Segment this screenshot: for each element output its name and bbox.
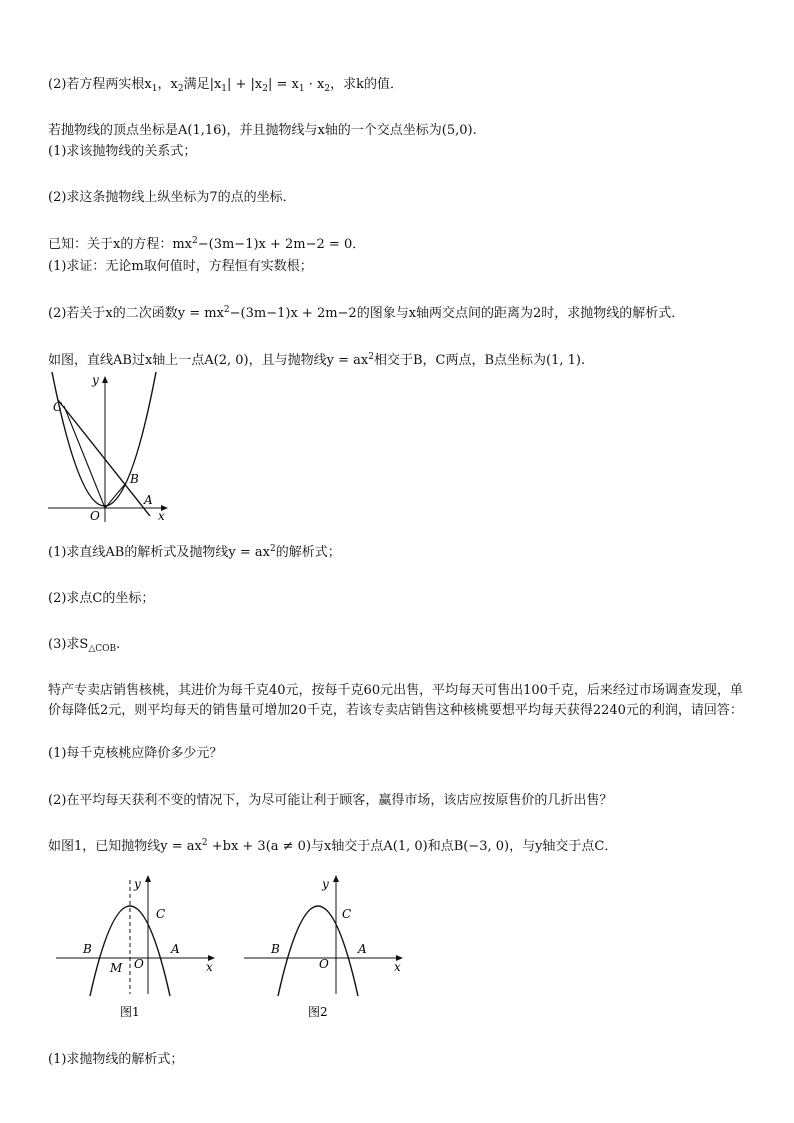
segment-ob xyxy=(105,483,126,508)
label-x: x xyxy=(158,509,165,523)
problem-line-parabola-q2: (2)求点C的坐标； xyxy=(48,591,155,606)
problem-line-parabola-q1: (1)求直线AB的解析式及抛物线$y = ax^2$的解析式； xyxy=(48,544,341,560)
y-axis-arrow xyxy=(102,376,108,383)
problem-equation-q2: (2)若关于x的二次函数$y = mx^2-(3m-1)x + 2m-2$的图象与x轴两交点间的距离为2时，求抛物线的解析式． xyxy=(48,305,685,321)
fig2-label-x: x xyxy=(394,960,401,974)
label-o: O xyxy=(90,509,100,523)
question-2-roots-condition: (2)若方程两实根$x_1$，$x_2$满足$|x_1| + |x_2| = x_1 \cdot x_2$，求k的值． xyxy=(48,77,403,94)
segment-oc xyxy=(64,406,105,508)
fig1-label-m: M xyxy=(110,961,123,975)
fig2-caption: 图2 xyxy=(308,1005,328,1019)
label-y: y xyxy=(92,373,99,387)
label-a: A xyxy=(144,493,153,507)
fig1-label-x: x xyxy=(206,960,213,974)
fig1-label-c: C xyxy=(156,907,166,921)
problem-parabola-abc-q1: (1)求抛物线的解析式； xyxy=(48,1052,184,1067)
problem-vertex-q2: (2)求这条抛物线上纵坐标为7的点的坐标． xyxy=(48,190,296,205)
figure-line-parabola xyxy=(44,370,172,524)
figure-2 xyxy=(238,868,410,1028)
problem-walnut-q2: (2)在平均每天获利不变的情况下，为尽可能让利于顾客，赢得市场，该店应按原售价的几折出售？ xyxy=(48,793,613,808)
line-ab xyxy=(58,400,150,516)
problem-equation-intro: 已知：关于x的方程：$mx^2-(3m-1)x + 2m-2 = 0$． xyxy=(48,236,366,252)
fig1-label-b: B xyxy=(83,942,92,956)
problem-line-parabola-q3: (3)求$S_{\triangle COB}$. xyxy=(48,637,121,654)
fig2-label-b: B xyxy=(271,942,280,956)
fig1-label-y: y xyxy=(134,877,141,891)
problem-walnut-intro: 特产专卖店销售核桃，其进价为每千克40元，按每千克60元出售，平均每天可售出100千克，后来经过市场调查发现，单价每降低2元，则平均每天的销售量可增加20千克，若该专卖店销售这种核桃要想平均每天获得2240元的利润，请回答： xyxy=(48,683,743,718)
fig2-label-y: y xyxy=(322,877,329,891)
fig1-y-axis-arrow xyxy=(145,875,151,882)
problem-walnut-q1: (1)每千克核桃应降价多少元？ xyxy=(48,746,223,761)
label-b: B xyxy=(130,472,139,486)
problem-vertex-intro: 若抛物线的顶点坐标是A(1,16)，并且抛物线与x轴的一个交点坐标为(5,0). xyxy=(48,123,477,138)
fig1-caption: 图1 xyxy=(120,1005,140,1019)
problem-equation-q1: (1)求证：无论m取何值时，方程恒有实数根； xyxy=(48,259,313,274)
problem-vertex-q1: (1)求该抛物线的关系式； xyxy=(48,144,197,159)
fig2-label-o: O xyxy=(319,957,329,971)
figure-1 xyxy=(50,868,222,1028)
parabola-curve xyxy=(52,372,156,506)
fig1-label-a: A xyxy=(171,942,180,956)
fig1-label-o: O xyxy=(134,957,144,971)
problem-parabola-abc-intro: 如图1，已知抛物线$y = ax^2 +bx + 3(a \ne 0)$与x轴交于点A(1, 0)和点B(−3, 0)，与y轴交于点C． xyxy=(48,838,618,854)
fig2-y-axis-arrow xyxy=(333,875,339,882)
fig2-label-a: A xyxy=(358,942,367,956)
label-c: C xyxy=(53,400,63,414)
fig2-label-c: C xyxy=(342,907,352,921)
problem-line-parabola-intro: 如图，直线AB过x轴上一点A(2, 0)，且与抛物线$y = ax^2$相交于B，C两点，B点坐标为(1, 1). xyxy=(48,352,586,368)
